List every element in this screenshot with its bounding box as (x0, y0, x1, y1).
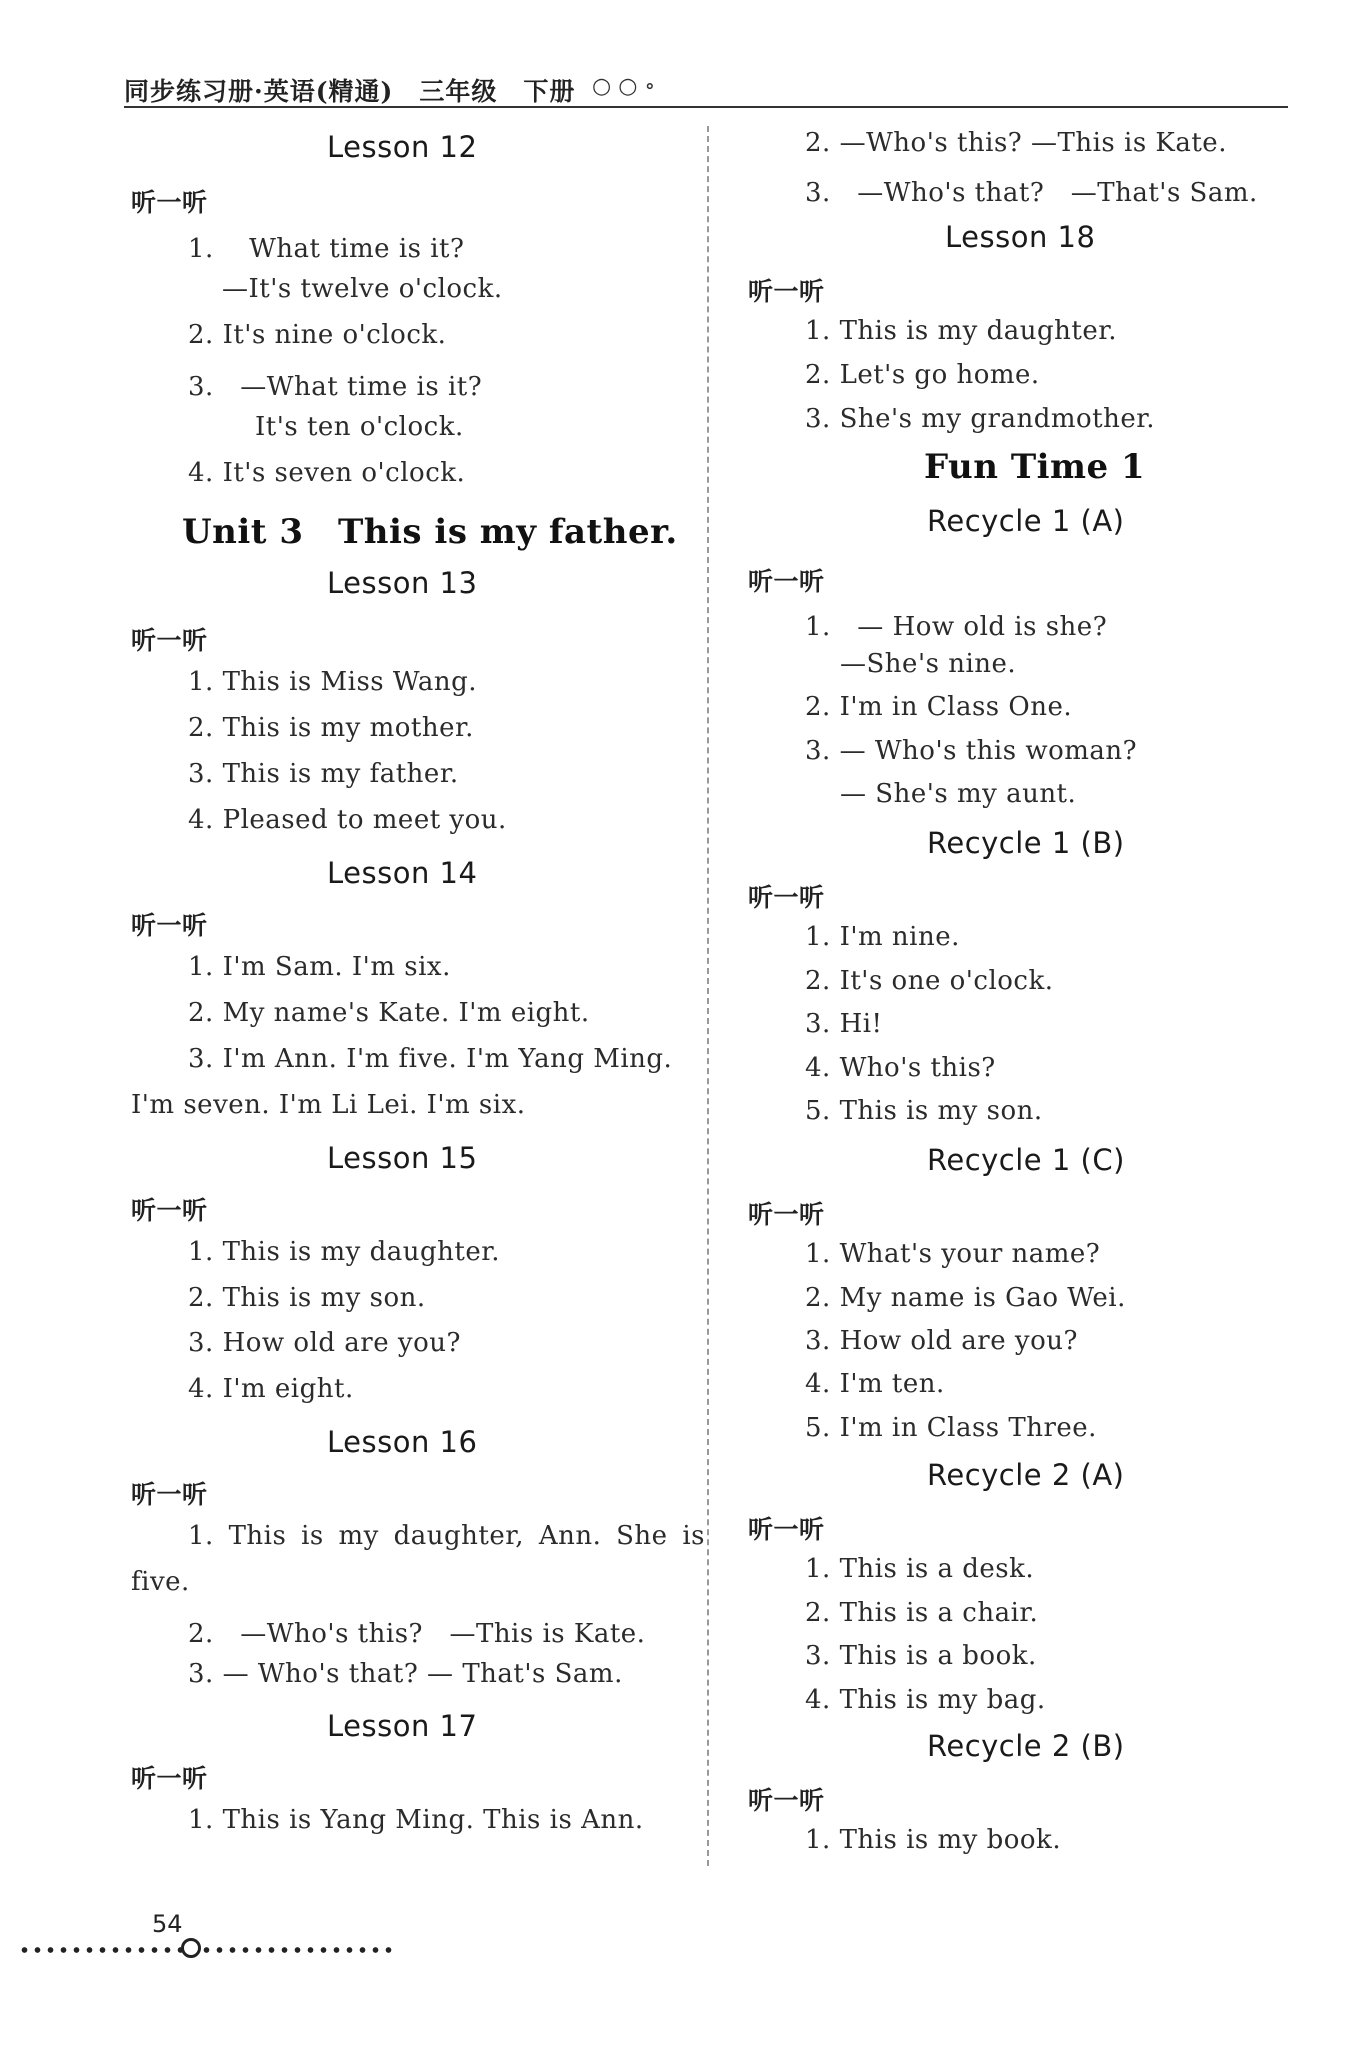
answer-line: 2. I'm in Class One. (805, 692, 1073, 722)
answer-line: 3. How old are you? (188, 1328, 461, 1358)
answer-line: 2. Let's go home. (805, 360, 1040, 390)
fun-time-heading: Fun Time 1 (924, 447, 1146, 487)
listen-label: 听一听 (131, 1196, 208, 1225)
unit-heading: Unit 3 This is my father. (182, 512, 678, 552)
answer-line: 3. I'm Ann. I'm five. I'm Yang Ming. (188, 1044, 673, 1074)
page-number: 54 (152, 1910, 183, 1938)
lesson-heading: Lesson 15 (327, 1141, 478, 1175)
lesson-heading: Recycle 2 (B) (927, 1729, 1125, 1763)
answer-line: 1. This is my book. (805, 1825, 1062, 1855)
lesson-heading: Lesson 18 (945, 220, 1096, 254)
answer-line: 1. What time is it? (188, 234, 465, 264)
lesson-heading: Lesson 16 (327, 1425, 478, 1459)
answer-line: 5. I'm in Class Three. (805, 1413, 1097, 1443)
answer-line: 1. This is Miss Wang. (188, 667, 478, 697)
answer-line: five. (131, 1567, 190, 1597)
answer-line: — She's my aunt. (840, 779, 1077, 809)
answer-line: 3. Hi! (805, 1009, 883, 1039)
answer-line: 3. —Who's that? —That's Sam. (805, 178, 1258, 208)
answer-line: 2. This is my son. (188, 1283, 426, 1313)
lesson-heading: Lesson 14 (327, 856, 478, 890)
answer-line: 1. This is my daughter. (188, 1237, 501, 1267)
listen-label: 听一听 (131, 626, 208, 655)
answer-line: 3. This is my father. (188, 759, 459, 789)
answer-line: 1. — How old is she? (805, 612, 1108, 642)
answer-line: —She's nine. (840, 649, 1017, 679)
lesson-heading: Lesson 12 (327, 130, 478, 164)
listen-label: 听一听 (748, 1515, 825, 1544)
listen-label: 听一听 (131, 911, 208, 940)
answer-line: 2. My name is Gao Wei. (805, 1283, 1126, 1313)
answer-line: 3. —What time is it? (188, 372, 483, 402)
lesson-heading: Recycle 1 (C) (927, 1143, 1125, 1177)
answer-line: 1. I'm Sam. I'm six. (188, 952, 451, 982)
answer-line: 2. This is a chair. (805, 1598, 1039, 1628)
answer-line: —It's twelve o'clock. (222, 274, 503, 304)
answer-line: 3. How old are you? (805, 1326, 1078, 1356)
header-title: 同步练习册·英语(精通) 三年级 下册 (124, 77, 576, 106)
answer-line: 1. I'm nine. (805, 922, 960, 952)
answer-line: 3. — Who's this woman? (805, 736, 1138, 766)
listen-label: 听一听 (748, 1786, 825, 1815)
lesson-heading: Recycle 1 (A) (927, 504, 1125, 538)
answer-line: 4. I'm eight. (188, 1374, 354, 1404)
answer-line: 1. This is Yang Ming. This is Ann. (188, 1805, 644, 1835)
answer-line: 1. This is my daughter, Ann. She is (188, 1521, 705, 1551)
answer-line: 2. My name's Kate. I'm eight. (188, 998, 590, 1028)
listen-label: 听一听 (748, 1200, 825, 1229)
answer-line: 3. She's my grandmother. (805, 404, 1156, 434)
answer-line: 1. This is my daughter. (805, 316, 1118, 346)
answer-line: 2. —Who's this? —This is Kate. (188, 1619, 646, 1649)
listen-label: 听一听 (748, 277, 825, 306)
answer-line: 3. — Who's that? — That's Sam. (188, 1659, 623, 1689)
answer-line: 2. —Who's this? —This is Kate. (805, 128, 1227, 158)
listen-label: 听一听 (748, 567, 825, 596)
answer-line: 2. It's one o'clock. (805, 966, 1054, 996)
answer-line: 4. Pleased to meet you. (188, 805, 507, 835)
header-dots: ○ ○ ∘ (592, 74, 656, 99)
answer-line: 1. What's your name? (805, 1239, 1101, 1269)
listen-label: 听一听 (131, 1480, 208, 1509)
listen-label: 听一听 (131, 1764, 208, 1793)
listen-label: 听一听 (748, 883, 825, 912)
lesson-heading: Lesson 13 (327, 566, 478, 600)
answer-line: 4. Who's this? (805, 1053, 996, 1083)
page-footer (0, 1880, 420, 1960)
answer-line: 1. This is a desk. (805, 1554, 1035, 1584)
dotted-rule (18, 1946, 398, 1954)
answer-line: 2. This is my mother. (188, 713, 474, 743)
answer-line: 5. This is my son. (805, 1096, 1043, 1126)
answer-line: 4. I'm ten. (805, 1369, 945, 1399)
answer-line: 2. It's nine o'clock. (188, 320, 447, 350)
lesson-heading: Lesson 17 (327, 1709, 478, 1743)
lesson-heading: Recycle 1 (B) (927, 826, 1125, 860)
answer-line: 3. This is a book. (805, 1641, 1037, 1671)
answer-line: It's ten o'clock. (255, 412, 464, 442)
listen-label: 听一听 (131, 188, 208, 217)
answer-line: 4. It's seven o'clock. (188, 458, 466, 488)
lesson-heading: Recycle 2 (A) (927, 1458, 1125, 1492)
answer-line: 4. This is my bag. (805, 1685, 1046, 1715)
answer-line: I'm seven. I'm Li Lei. I'm six. (131, 1090, 526, 1120)
circle-ornament-icon (181, 1938, 201, 1958)
